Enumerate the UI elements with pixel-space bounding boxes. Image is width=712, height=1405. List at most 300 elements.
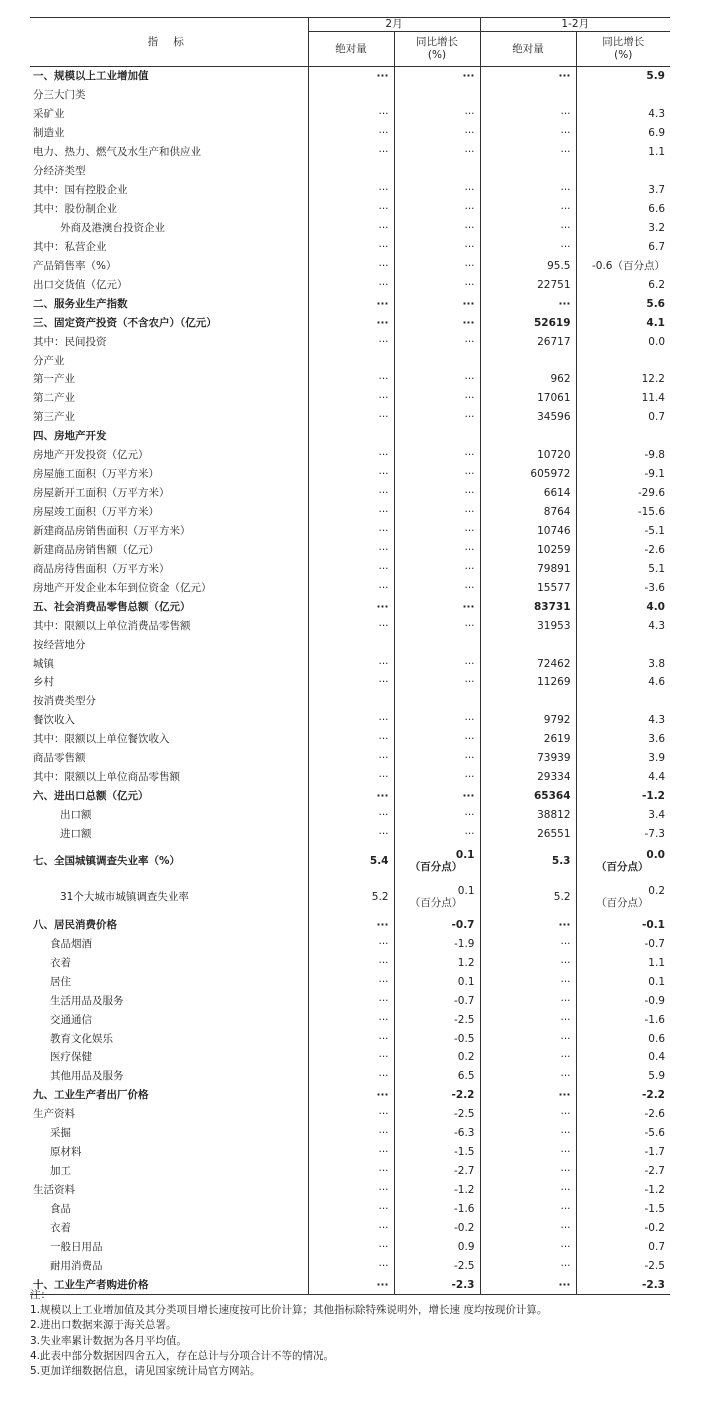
cell-feb-absolute [308, 972, 394, 991]
cell-janfeb-yoy [576, 124, 670, 143]
cell-janfeb-yoy [576, 294, 670, 313]
cell-janfeb-absolute [480, 711, 576, 730]
cell-value: 15577 [537, 581, 571, 594]
cell-value: ··· [464, 449, 475, 462]
cell-feb-yoy [394, 522, 480, 541]
cell-value: 3.6 [648, 733, 665, 746]
cell-value: 83731 [533, 600, 571, 613]
cell-value: ··· [462, 790, 475, 803]
row-label: 一般日用品 [50, 1240, 103, 1253]
table-row [30, 313, 670, 332]
cell-feb-yoy [394, 370, 480, 389]
cell-value: ··· [378, 1202, 389, 1215]
cell-value: -3.6 [644, 581, 665, 594]
cell-feb-yoy [394, 389, 480, 408]
row-label: 分产业 [33, 354, 65, 367]
cell-value: 4.3 [648, 619, 665, 632]
table-row [30, 1181, 670, 1200]
cell-value: 5.2 [371, 891, 389, 904]
note-line: 3.失业率累计数据为各月平均值。 [30, 1334, 188, 1347]
cell-feb-absolute [308, 237, 394, 256]
table-row [30, 181, 670, 200]
cell-feb-yoy [394, 105, 480, 124]
yoy-header-feb [394, 32, 480, 67]
cell-value: ··· [378, 733, 389, 746]
cell-janfeb-absolute [480, 465, 576, 484]
cell-value: 0.0 [648, 335, 665, 348]
cell-feb-absolute [308, 749, 394, 768]
cell-value: -2.6 [644, 543, 665, 556]
row-label: 房地产开发企业本年到位资金（亿元） [33, 581, 212, 594]
cell-value: ··· [560, 184, 571, 197]
cell-feb-absolute [308, 1181, 394, 1200]
cell-value: ··· [560, 1259, 571, 1272]
cell-value: ··· [464, 184, 475, 197]
statistics-table [30, 17, 670, 1295]
table-row [30, 465, 670, 484]
row-label: 耐用消费品 [50, 1259, 103, 1272]
cell-janfeb-absolute [480, 654, 576, 673]
cell-janfeb-absolute [480, 915, 576, 934]
cell-janfeb-yoy [576, 597, 670, 616]
row-label: 八、居民消费价格 [33, 918, 117, 931]
cell-value: ··· [560, 1070, 571, 1083]
abs-header-feb: 绝对量 [308, 32, 394, 67]
cell-value: -2.2 [642, 1089, 665, 1102]
cell-value: 1.1 [648, 146, 665, 159]
row-label: 其中：私营企业 [33, 240, 107, 253]
row-label: 31个大城市城镇调查失业率 [60, 891, 189, 904]
cell-value: ··· [378, 714, 389, 727]
table-row [30, 825, 670, 844]
cell-value: 4.0 [646, 600, 665, 613]
table-row [30, 237, 670, 256]
cell-feb-absolute [308, 1143, 394, 1162]
cell-janfeb-yoy [576, 162, 670, 181]
cell-value: ··· [378, 1240, 389, 1253]
cell-feb-yoy [394, 503, 480, 522]
cell-janfeb-absolute [480, 616, 576, 635]
cell-value: 0.2 [648, 885, 665, 898]
cell-value: 6.2 [648, 278, 665, 291]
cell-feb-absolute [308, 484, 394, 503]
cell-value: ··· [464, 506, 475, 519]
row-label: 食品 [50, 1202, 71, 1215]
cell-janfeb-absolute [480, 1200, 576, 1219]
cell-feb-absolute [308, 825, 394, 844]
cell-janfeb-absolute [480, 673, 576, 692]
cell-janfeb-yoy [576, 351, 670, 370]
cell-feb-yoy [394, 692, 480, 711]
cell-janfeb-yoy [576, 200, 670, 219]
cell-janfeb-yoy [576, 275, 670, 294]
cell-value: ··· [558, 70, 571, 83]
table-row [30, 597, 670, 616]
cell-feb-yoy [394, 934, 480, 953]
table-row [30, 1200, 670, 1219]
cell-janfeb-absolute [480, 219, 576, 238]
cell-value: ··· [378, 1127, 389, 1140]
cell-value: ··· [464, 809, 475, 822]
cell-feb-absolute [308, 1237, 394, 1256]
cell-janfeb-yoy [576, 1200, 670, 1219]
cell-value: ··· [560, 937, 571, 950]
cell-value: ··· [464, 146, 475, 159]
note-line: 1.规模以上工业增加值及其分类项目增长速度按可比价计算；其他指标除特殊说明外，增长速 度均按现价计算。 [30, 1304, 548, 1317]
cell-value: -5.1 [644, 524, 665, 537]
row-label: 交通通信 [50, 1013, 92, 1026]
cell-feb-absolute [308, 332, 394, 351]
note-line: 5.更加详细数据信息，请见国家统计局官方网站。 [30, 1365, 261, 1378]
cell-feb-absolute [308, 635, 394, 654]
cell-value: 605972 [530, 468, 571, 481]
cell-value: ··· [464, 468, 475, 481]
cell-value: ··· [464, 221, 475, 234]
cell-feb-absolute [308, 991, 394, 1010]
cell-value: 962 [550, 373, 571, 386]
cell-feb-absolute [308, 124, 394, 143]
cell-feb-absolute [308, 1067, 394, 1086]
cell-value: ··· [560, 1165, 571, 1178]
cell-janfeb-absolute [480, 1029, 576, 1048]
row-label: 产品销售率（%） [33, 259, 117, 272]
cell-value: ··· [464, 259, 475, 272]
cell-value: ··· [376, 70, 389, 83]
cell-value: ··· [378, 975, 389, 988]
cell-value: 0.6 [648, 1032, 665, 1045]
cell-value: ··· [462, 600, 475, 613]
table-row [30, 67, 670, 86]
cell-value: ··· [378, 562, 389, 575]
note-line: 4.此表中部分数据因四舍五入，存在总计与分项合计不等的情况。 [30, 1349, 335, 1362]
cell-janfeb-yoy [576, 484, 670, 503]
cell-feb-absolute [308, 597, 394, 616]
table-row [30, 1067, 670, 1086]
cell-value: ··· [464, 543, 475, 556]
table-row [30, 540, 670, 559]
cell-value: -0.1 [642, 918, 665, 931]
cell-feb-yoy [394, 616, 480, 635]
cell-janfeb-absolute [480, 446, 576, 465]
cell-value: -2.7 [644, 1165, 665, 1178]
row-label: 食品烟酒 [50, 937, 92, 950]
cell-janfeb-yoy [576, 1162, 670, 1181]
cell-feb-yoy [394, 953, 480, 972]
table-row [30, 934, 670, 953]
cell-janfeb-absolute [480, 730, 576, 749]
cell-janfeb-absolute [480, 86, 576, 105]
cell-feb-absolute [308, 162, 394, 181]
cell-janfeb-yoy [576, 181, 670, 200]
cell-value: 38812 [537, 809, 571, 822]
cell-value: 17061 [537, 392, 571, 405]
cell-value: ··· [464, 335, 475, 348]
cell-feb-absolute [308, 1029, 394, 1048]
cell-feb-yoy [394, 484, 480, 503]
cell-value: -0.7 [451, 918, 475, 931]
cell-janfeb-yoy [576, 749, 670, 768]
cell-value: 5.3 [551, 855, 571, 868]
cell-value: -9.1 [644, 468, 665, 481]
cell-value: 0.1 [455, 849, 475, 862]
cell-janfeb-absolute [480, 879, 576, 915]
cell-value: 3.2 [648, 221, 665, 234]
cell-janfeb-yoy [576, 522, 670, 541]
row-label: 制造业 [33, 127, 65, 140]
cell-feb-absolute [308, 787, 394, 806]
cell-value: ··· [462, 297, 475, 310]
cell-value: 26717 [537, 335, 571, 348]
cell-value: ··· [560, 1240, 571, 1253]
cell-feb-absolute [308, 1010, 394, 1029]
cell-feb-yoy [394, 711, 480, 730]
cell-value: -2.3 [451, 1278, 475, 1291]
row-label: 生活资料 [33, 1184, 75, 1197]
cell-feb-yoy [394, 143, 480, 162]
table-row [30, 124, 670, 143]
cell-janfeb-absolute [480, 1143, 576, 1162]
cell-feb-yoy [394, 578, 480, 597]
cell-value: ··· [378, 487, 389, 500]
cell-janfeb-absolute [480, 597, 576, 616]
cell-feb-yoy [394, 1105, 480, 1124]
percentage-point-unit: （百分点） [409, 861, 463, 874]
cell-janfeb-absolute [480, 370, 576, 389]
table-row [30, 1218, 670, 1237]
cell-value: 0.1 [457, 975, 475, 988]
cell-janfeb-absolute [480, 351, 576, 370]
cell-value: -2.5 [454, 1013, 475, 1026]
percentage-point-unit: （百分点） [409, 897, 463, 910]
row-label: 十、工业生产者购进价格 [30, 1275, 308, 1294]
cell-feb-absolute [308, 389, 394, 408]
cell-janfeb-yoy [576, 408, 670, 427]
table-row [30, 749, 670, 768]
row-label: 衣着 [50, 956, 71, 969]
cell-value: ··· [464, 562, 475, 575]
cell-value: ··· [378, 581, 389, 594]
cell-value: 3.8 [648, 657, 665, 670]
cell-feb-yoy [394, 86, 480, 105]
cell-janfeb-yoy [576, 389, 670, 408]
cell-janfeb-yoy [576, 1143, 670, 1162]
cell-janfeb-absolute [480, 825, 576, 844]
notes [30, 1288, 680, 1379]
cell-value: 65364 [533, 790, 571, 803]
cell-feb-absolute [308, 522, 394, 541]
cell-value: -2.7 [454, 1165, 475, 1178]
cell-janfeb-yoy [576, 616, 670, 635]
cell-value: -0.6（百分点） [592, 259, 665, 272]
cell-janfeb-absolute [480, 578, 576, 597]
cell-janfeb-yoy [576, 879, 670, 915]
cell-value: -2.6 [644, 1108, 665, 1121]
cell-feb-yoy [394, 275, 480, 294]
abs-header-janfeb: 绝对量 [480, 32, 576, 67]
cell-janfeb-yoy [576, 972, 670, 991]
note-line: 注： [30, 1289, 51, 1301]
cell-value: 0.4 [648, 1051, 665, 1064]
cell-value: 0.2 [457, 1051, 475, 1064]
row-label: 二、服务业生产指数 [33, 297, 128, 310]
cell-feb-yoy [394, 1143, 480, 1162]
cell-janfeb-yoy [576, 1124, 670, 1143]
cell-value: 5.6 [646, 297, 665, 310]
cell-feb-yoy [394, 1162, 480, 1181]
cell-value: -1.6 [644, 1013, 665, 1026]
cell-janfeb-yoy [576, 427, 670, 446]
cell-janfeb-yoy [576, 446, 670, 465]
cell-feb-yoy [394, 787, 480, 806]
cell-feb-yoy [394, 673, 480, 692]
cell-janfeb-absolute [480, 806, 576, 825]
cell-janfeb-yoy [576, 1181, 670, 1200]
row-label: 房地产开发投资（亿元） [33, 449, 149, 462]
cell-value: 11269 [537, 676, 571, 689]
cell-janfeb-absolute [480, 67, 576, 86]
cell-value: ··· [378, 676, 389, 689]
cell-value: ··· [378, 373, 389, 386]
table-row [30, 915, 670, 934]
row-label: 新建商品房销售面积（万平方米） [33, 524, 191, 537]
cell-janfeb-yoy [576, 934, 670, 953]
cell-feb-yoy [394, 991, 480, 1010]
cell-value: 5.4 [369, 855, 389, 868]
cell-value: 6.9 [648, 127, 665, 140]
cell-value: -2.5 [454, 1259, 475, 1272]
table-row [30, 256, 670, 275]
cell-janfeb-yoy [576, 806, 670, 825]
row-label: 其他用品及服务 [50, 1070, 124, 1083]
cell-value: ··· [378, 203, 389, 216]
percentage-point-unit: （百分点） [596, 861, 649, 874]
cell-value: ··· [560, 1051, 571, 1064]
cell-value: 6.6 [648, 203, 665, 216]
row-label: 新建商品房销售额（亿元） [33, 543, 159, 556]
cell-value: ··· [464, 714, 475, 727]
cell-janfeb-absolute [480, 522, 576, 541]
table-row [30, 332, 670, 351]
cell-value: ··· [560, 994, 571, 1007]
cell-janfeb-yoy [576, 559, 670, 578]
cell-value: ··· [560, 1184, 571, 1197]
cell-value: -0.2 [644, 1221, 665, 1234]
cell-janfeb-absolute [480, 843, 576, 879]
row-label: 进口额 [60, 827, 92, 840]
cell-janfeb-yoy [576, 465, 670, 484]
cell-feb-yoy [394, 1218, 480, 1237]
cell-value: ··· [378, 752, 389, 765]
cell-value: 6.5 [457, 1070, 475, 1083]
cell-value: ··· [378, 146, 389, 159]
cell-janfeb-absolute [480, 1010, 576, 1029]
table-row [30, 200, 670, 219]
cell-value: 73939 [537, 752, 571, 765]
cell-janfeb-absolute [480, 1256, 576, 1275]
table-row [30, 768, 670, 787]
cell-feb-absolute [308, 1086, 394, 1105]
cell-value: ··· [464, 127, 475, 140]
cell-feb-yoy [394, 1181, 480, 1200]
cell-feb-yoy [394, 200, 480, 219]
cell-janfeb-yoy [576, 578, 670, 597]
row-label: 教育文化娱乐 [50, 1032, 113, 1045]
indicator-header: 指 标 [30, 18, 308, 67]
cell-value: 2619 [543, 733, 571, 746]
cell-feb-absolute [308, 692, 394, 711]
cell-feb-absolute [308, 181, 394, 200]
cell-value: -15.6 [637, 506, 665, 519]
table-row [30, 370, 670, 389]
cell-feb-absolute [308, 1256, 394, 1275]
cell-feb-yoy [394, 559, 480, 578]
table-row [30, 1237, 670, 1256]
cell-value: ··· [378, 657, 389, 670]
row-label: 第一产业 [33, 373, 75, 386]
cell-feb-yoy [394, 67, 480, 86]
cell-janfeb-absolute [480, 408, 576, 427]
cell-value: ··· [376, 790, 389, 803]
cell-feb-yoy [394, 427, 480, 446]
cell-value: 9792 [543, 714, 571, 727]
cell-feb-yoy [394, 540, 480, 559]
cell-feb-yoy [394, 408, 480, 427]
cell-janfeb-absolute [480, 692, 576, 711]
table-row [30, 105, 670, 124]
cell-janfeb-yoy [576, 86, 670, 105]
cell-value: ··· [560, 108, 571, 121]
cell-feb-absolute [308, 503, 394, 522]
cell-feb-yoy [394, 313, 480, 332]
cell-value: -0.2 [454, 1221, 475, 1234]
cell-value: ··· [378, 335, 389, 348]
cell-feb-yoy [394, 1048, 480, 1067]
cell-value: ··· [378, 827, 389, 840]
cell-janfeb-yoy [576, 825, 670, 844]
cell-feb-absolute [308, 616, 394, 635]
cell-feb-yoy [394, 1067, 480, 1086]
cell-janfeb-yoy [576, 692, 670, 711]
row-label: 其中：国有控股企业 [33, 184, 128, 197]
table-row [30, 692, 670, 711]
cell-feb-yoy [394, 749, 480, 768]
row-label: 七、全国城镇调查失业率（%） [33, 855, 181, 868]
table-row [30, 654, 670, 673]
table-row [30, 86, 670, 105]
cell-janfeb-absolute [480, 162, 576, 181]
cell-feb-absolute [308, 934, 394, 953]
cell-feb-yoy [394, 181, 480, 200]
cell-value: 5.9 [648, 1070, 665, 1083]
cell-value: 3.7 [648, 184, 665, 197]
cell-janfeb-absolute [480, 1162, 576, 1181]
cell-value: ··· [558, 297, 571, 310]
cell-feb-absolute [308, 427, 394, 446]
cell-value: ··· [378, 1165, 389, 1178]
table-row [30, 162, 670, 181]
cell-janfeb-yoy [576, 787, 670, 806]
cell-feb-absolute [308, 200, 394, 219]
cell-janfeb-yoy [576, 1237, 670, 1256]
cell-value: ··· [376, 1089, 389, 1102]
row-label: 第二产业 [33, 392, 75, 405]
cell-value: ··· [464, 524, 475, 537]
cell-value: ··· [376, 297, 389, 310]
cell-value: ··· [464, 373, 475, 386]
table-row [30, 1105, 670, 1124]
cell-value: ··· [378, 506, 389, 519]
table-row [30, 616, 670, 635]
